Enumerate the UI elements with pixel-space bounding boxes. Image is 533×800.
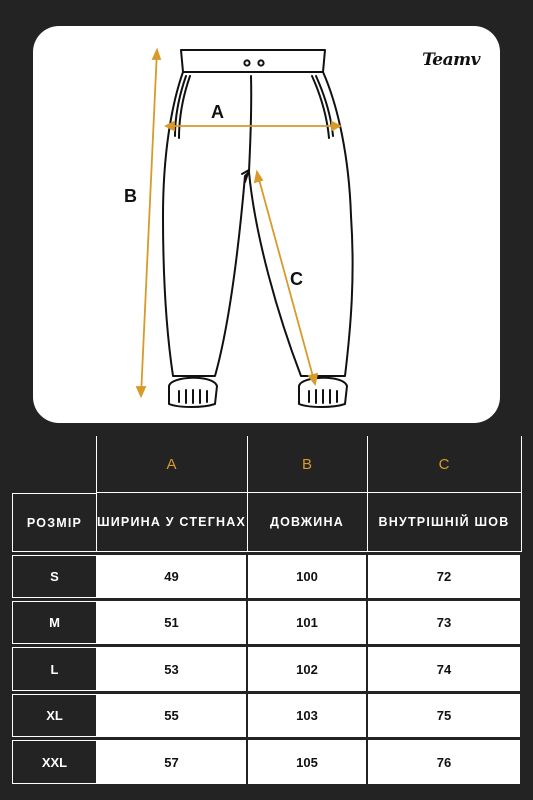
header-size: РОЗМІР [12,493,96,551]
column-divider [366,555,368,784]
column-divider [521,436,522,552]
value-hip-width: 55 [164,708,179,723]
value-hip-width: 49 [164,569,179,584]
column-letter-a: A [166,456,177,473]
size-label: S [12,555,96,598]
size-label: M [12,601,96,644]
column-divider [246,555,248,784]
value-length: 101 [296,615,318,630]
brand-logo: Teamv [422,50,480,70]
value-hip-width: 51 [164,615,179,630]
value-hip-width: 53 [164,661,179,677]
value-inseam: 76 [436,754,452,770]
value-inseam: 75 [436,708,452,723]
value-length: 105 [296,754,318,770]
header-inseam: ВНУТРІШНІЙ ШОВ [378,515,510,529]
value-length: 103 [296,708,318,723]
header-hip-width: ШИРИНА У СТЕГНАХ [96,515,246,529]
value-inseam: 74 [436,661,452,677]
column-letter-b: B [301,456,312,473]
value-length: 102 [296,661,318,677]
size-label: XL [12,694,96,737]
value-length: 100 [296,569,318,584]
dimension-label-a: A [211,102,224,122]
value-inseam: 73 [436,615,452,630]
dimension-label-b: B [124,186,137,206]
dimension-label-c: C [290,269,303,289]
header-length: ДОВЖИНА [270,515,344,529]
size-label: L [12,647,96,691]
value-inseam: 72 [436,569,452,584]
value-hip-width: 57 [164,754,179,770]
column-letter-c: C [438,456,450,473]
row-divider [12,551,522,552]
size-label: XXL [12,740,96,784]
